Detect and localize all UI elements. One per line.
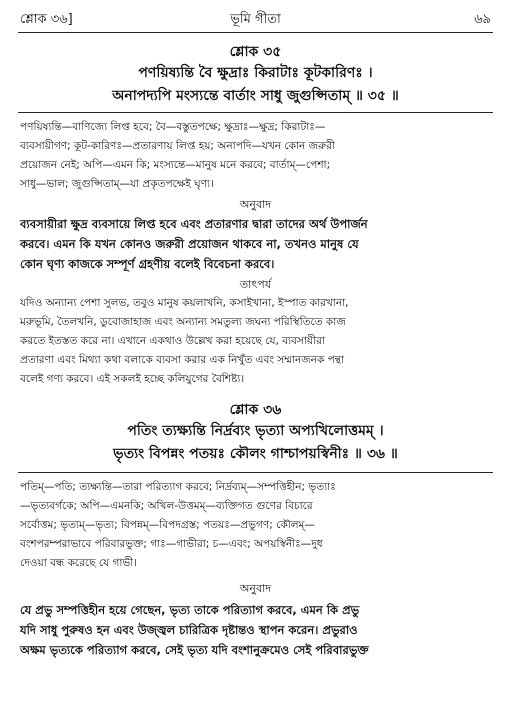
word-meaning-line: দেওয়া বন্ধ করেছে যে গাভী। xyxy=(20,557,137,569)
verse-line: পণয়িষ্যন্তি বৈ ক্ষুদ্রাঃ কিরাটাঃ কূটকারিণঃ । xyxy=(138,65,373,81)
shloka-35-purport xyxy=(20,294,491,389)
word-meaning-line: বংশপরম্পরাভাবে পরিবারভুক্ত; গাঃ—গাভীরা; চ—এবং; অপয়স্বিনীঃ—দুধ xyxy=(20,538,323,550)
shloka-36-word-meaning xyxy=(20,478,491,573)
translation-label: অনুবাদ xyxy=(239,198,272,211)
verse-line: ভৃত্যং বিপন্নং পতয়ঃ কৌলং গাশ্চাপয়স্বিনীঃ ॥ ৩৬ ॥ xyxy=(113,446,398,462)
section-rule xyxy=(18,472,493,473)
translation-line: যে প্রভু সম্পত্তিহীন হয়ে গেছেন, ভৃত্য তাকে পরিত্যাগ করবে, এমন কি প্রভু xyxy=(20,603,360,617)
translation-line: যদি সাধু পুরুষও হন এবং উজ্জ্বল চারিত্রিক দৃষ্টান্তও স্থাপন করেন। প্রভুরাও xyxy=(20,623,358,637)
translation-line: করবে। এমন কি যখন কোনও জরুরী প্রয়োজন থাকবে না, তখনও মানুষ যে xyxy=(20,237,359,251)
section-rule xyxy=(18,112,493,113)
verse-line: অনাপদ্যপি মংস্যন্তে বার্তাং সাধু জুগুপ্সিতাম্ ॥ ৩৫ ॥ xyxy=(112,88,399,104)
purport-line: মরুভূমি, তৈলখনি, ডুবোজাহাজ এবং অন্যান্য সমতুল্য জঘন্য পরিস্থিতিতে কাজ xyxy=(20,316,346,328)
page-number: ৬৯ xyxy=(474,12,491,27)
shloka-36-translation xyxy=(20,600,491,660)
translation-line: অক্ষম ভৃত্যকে পরিত্যাগ করবে, সেই ভৃত্য যদি বংশানুক্রমেও সেই পরিবারভুক্ত xyxy=(20,643,369,657)
word-meaning-line: পণয়িষ্যন্তি—বাণিজ্যে লিপ্ত হবে; বৈ—বস্তুতপক্ষে; ক্ষুদ্রাঃ—ক্ষুদ্র; কিরাটাঃ— xyxy=(20,121,326,133)
shloka-35-verse xyxy=(20,62,491,108)
shloka-35-title: শ্লোক ৩৫ xyxy=(229,44,282,60)
translation-line: কোন ঘৃণ্য কাজকে সম্পূর্ণ গ্রহণীয় বলেই বিবেচনা করবে। xyxy=(20,257,275,271)
shloka-35-translation xyxy=(20,214,491,274)
word-meaning-line: সর্বোত্তম; ভৃত্যম্—ভৃত্য; বিপন্নম্—বিপদগ্রস্ত; পতয়ঃ—প্রভুগণ; কৌলম্— xyxy=(20,519,315,531)
word-meaning-line: সাধু—ভাল; জুগুপ্সিতাম্—যা প্রকৃতপক্ষেই ঘৃণ্য। xyxy=(20,178,214,190)
running-header xyxy=(20,10,491,30)
header-chapter-ref: শ্লোক ৩৬] xyxy=(20,12,73,27)
word-meaning-line: পতিম্—পতি; ত্যক্ষ্যন্তি—তারা পরিত্যাগ করবে; নির্দ্রব্যম্—সম্পত্তিহীন; ভৃত্যাঃ xyxy=(20,481,336,493)
translation-line: ব্যবসায়ীরা ক্ষুদ্র ব্যবসায়ে লিপ্ত হবে এবং প্রতারণার দ্বারা তাদের অর্থ উপার্জন xyxy=(20,217,368,231)
shloka-35-word-meaning xyxy=(20,118,491,194)
word-meaning-line: প্রয়োজন নেই; অপি—এমন কি; মংস্যন্তে—মানুষ মনে করবে; বার্তাম্—পেশা; xyxy=(20,159,331,171)
purport-line: প্রতারণা এবং মিথ্যা কথা বলাকে ব্যবসা করার এক নিখুঁত এবং সম্মানজনক পন্থা xyxy=(20,354,344,366)
translation-label: অনুবাদ xyxy=(239,582,272,595)
word-meaning-line: —ভৃত্যবর্গকে; অপি—এমনকি; অখিল-উত্তমম্—ব্যক্তিগত গুণের বিচারে xyxy=(20,500,313,512)
purport-label: তাৎপর্য xyxy=(239,278,272,291)
purport-line: করতে ইতস্তত করে না। এখানে একথাও উল্লেখ করা হয়েছে যে, ব্যবসায়ীরা xyxy=(20,335,325,347)
shloka-36-verse xyxy=(20,420,491,466)
word-meaning-line: ব্যবসায়ীগণ; কূট-কারিণঃ—প্রতারণায় লিপ্ত হয়; অনাপদি—যখন কোন জরুরী xyxy=(20,140,335,152)
shloka-36-title: শ্লোক ৩৬ xyxy=(229,402,282,418)
header-title: ভূমি গীতা xyxy=(230,12,281,27)
purport-line: যদিও অন্যান্য পেশা সুলভ, তবুও মানুষ কয়লাখনি, কসাইখানা, ইস্পাত কারখানা, xyxy=(20,297,349,309)
header-rule xyxy=(18,32,493,33)
verse-line: পতিং ত্যক্ষ্যন্তি নির্দ্রব্যং ভৃত্যা অপ্যখিলোত্তমম্ । xyxy=(127,423,384,439)
purport-line: বলেই গণ্য করবে। এই সকলই হচ্ছে কলিযুগের বৈশিষ্ট্য। xyxy=(20,373,245,385)
